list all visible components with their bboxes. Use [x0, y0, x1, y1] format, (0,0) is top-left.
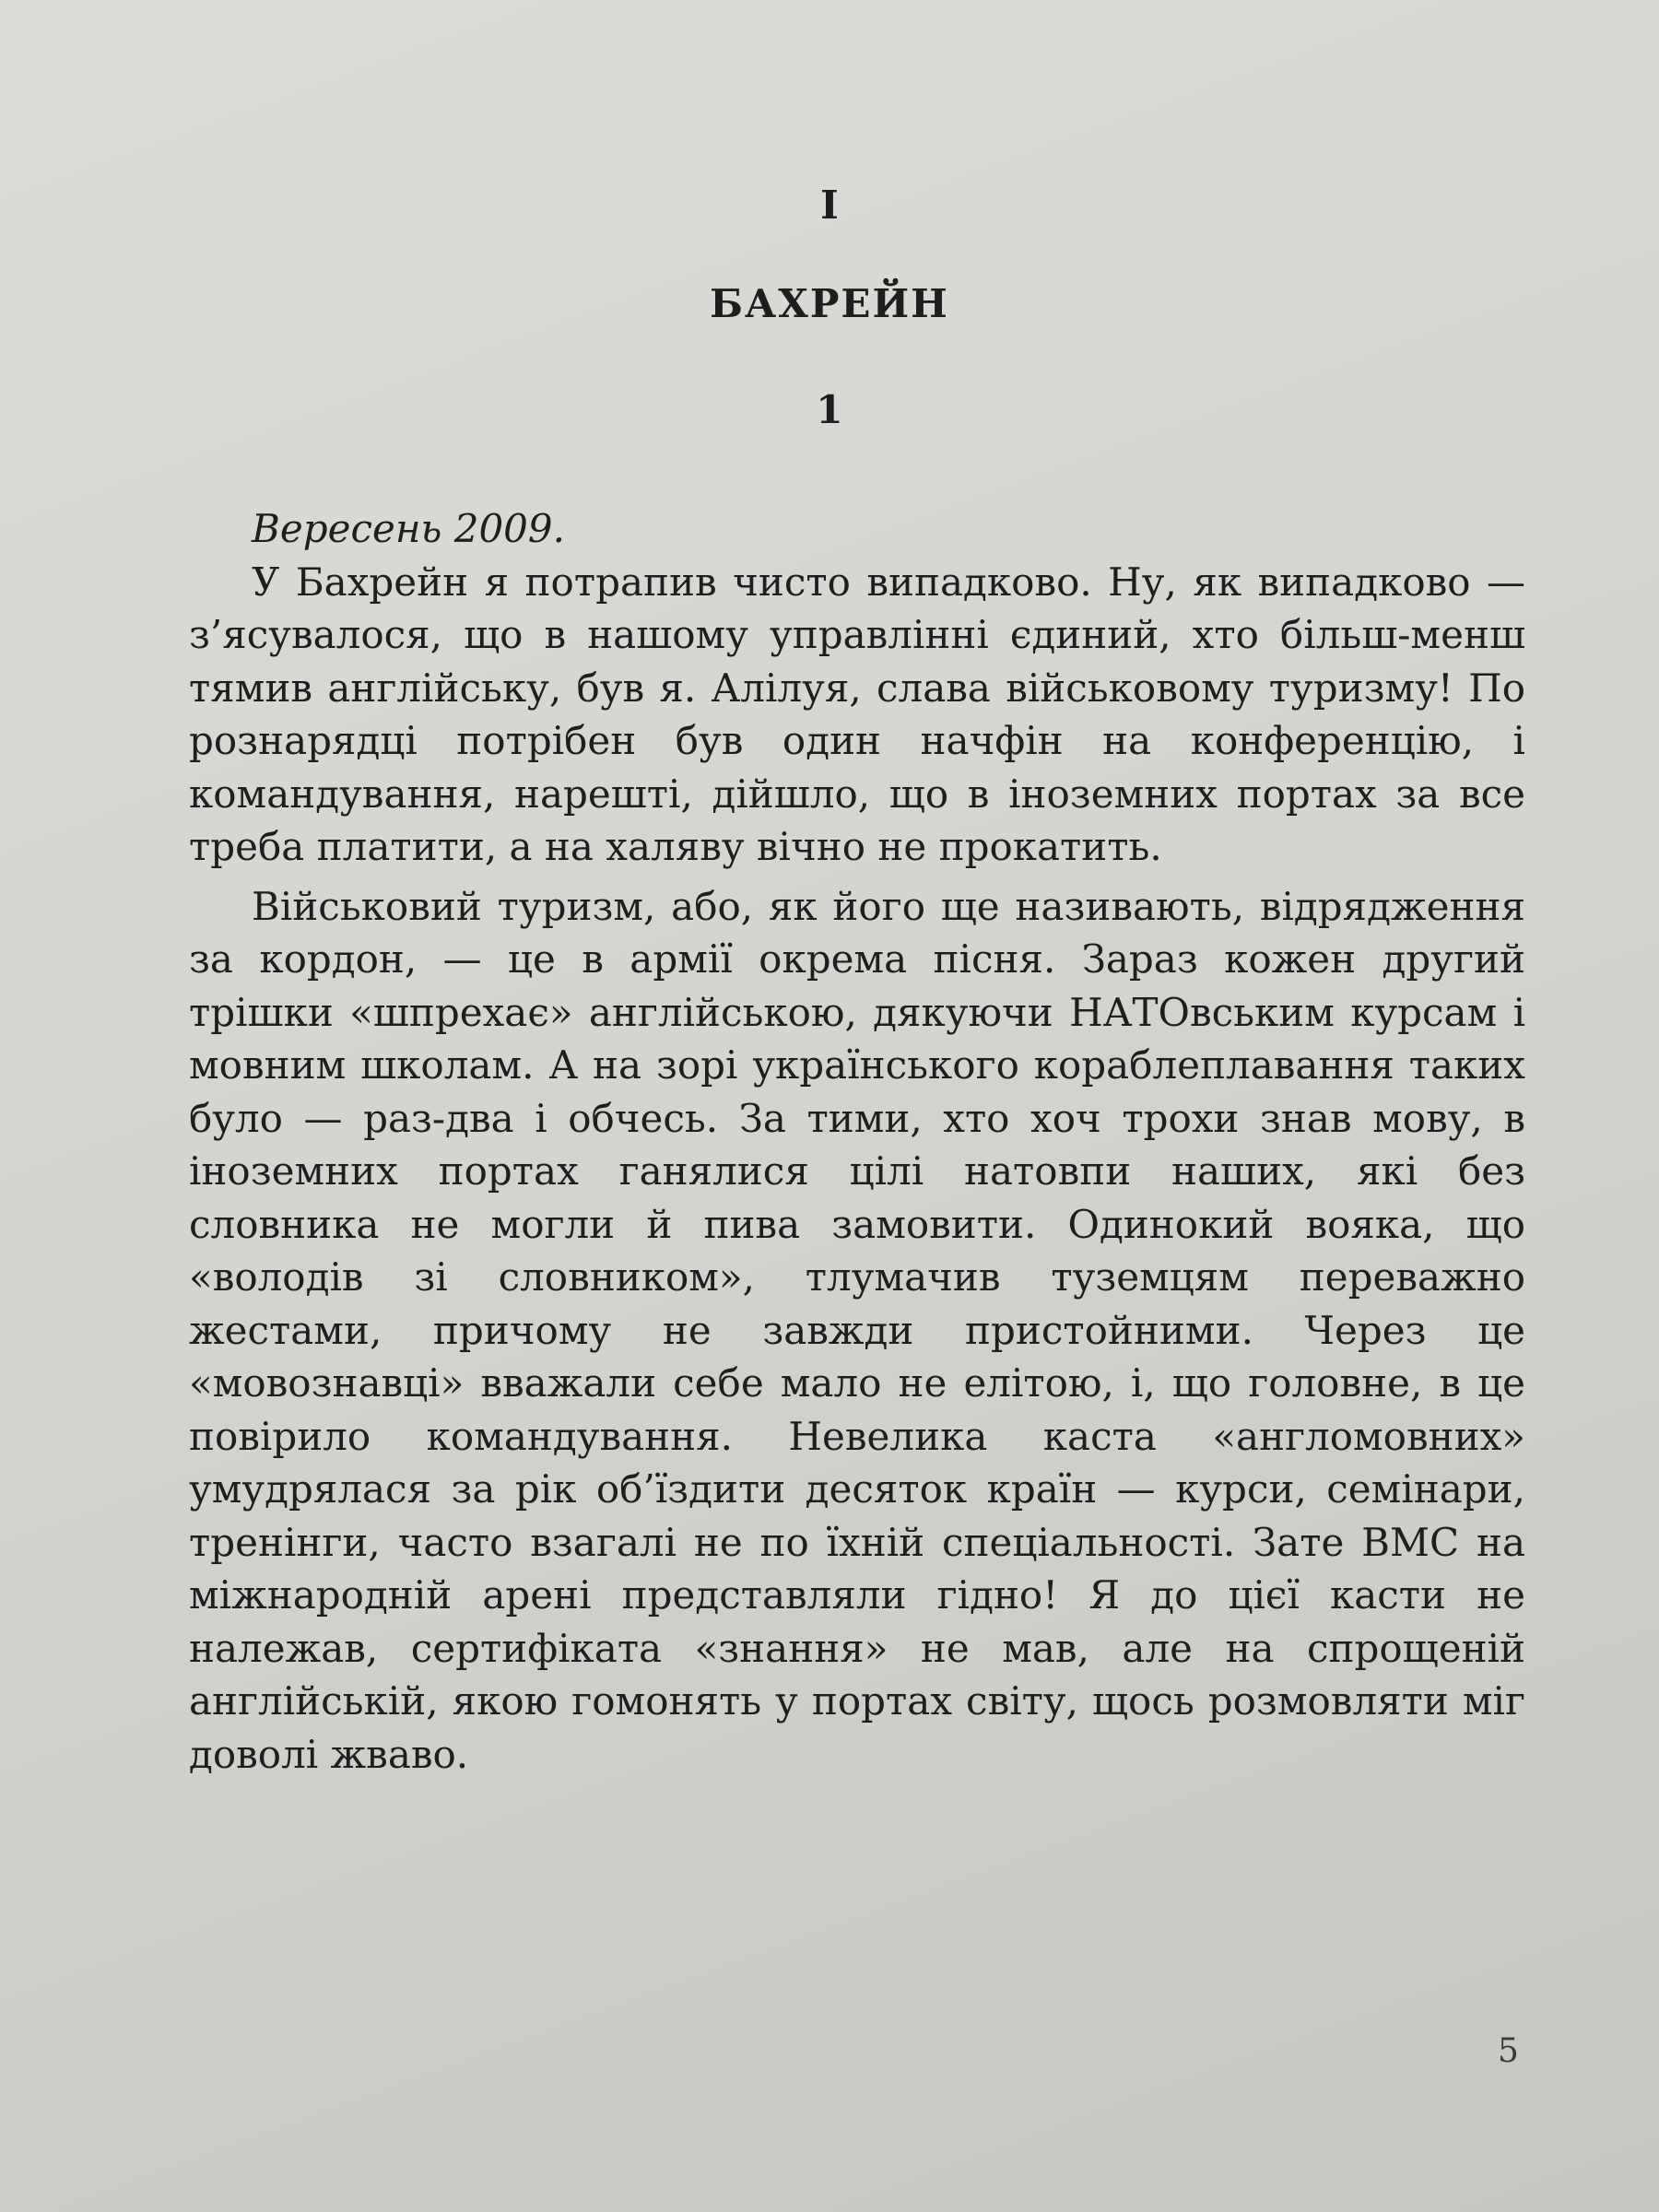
chapter-body: [189, 502, 1525, 1787]
chapter-number: 1: [816, 387, 843, 432]
paragraph-2: Військовий туризм, або, як його ще називають, відрядження за кордон, — це в армії окрема пісня. Зараз кожен другий трішки «шпрехає» англійською, дякуючи НАТОвським курсам і мовним школам. А на зорі українського кораблеплавання таких було — раз-два і обчесь. За тими, хто хоч трохи знав мову, в іноземних портах ганялися цілі натовпи наших, які без словника не могли й пива замовити. Одинокий вояка, що «володів зі словником», тлумачив туземцям переважно жестами, причому не завжди пристойними. Через це «мовознавці» вважали себе мало не елітою, і, що головне, в це повірило командування. Невелика каста «англомовних» умудрялася за рік об’їздити десяток країн — курси, семінари, тренінги, часто взагалі не по їхній спеціальності. Зате ВМС на міжнародній арені представляли гідно! Я до цієї касти не належав, сертифіката «знання» не мав, але на спрощеній англійській, якою гомонять у портах світу, щось розмовляти міг доволі жваво.: [189, 883, 1525, 1777]
part-title: БАХРЕЙН: [710, 281, 949, 326]
part-number: I: [820, 182, 839, 228]
page-number: 5: [1498, 2032, 1519, 2070]
paragraph-1: У Бахрейн я потрапив чисто випадково. Ну, як випадково — з’ясувалося, що в нашому управлінні єдиний, хто більш-менш тямив англійську, був я. Алілуя, слава військовому туризму! По рознарядці потрібен був один начфін на конференцію, і командування, нарешті, дійшло, що в іноземних портах за все треба платити, а на халяву вічно не прокатить.: [189, 559, 1525, 869]
dateline: Вересень 2009.: [252, 506, 565, 551]
